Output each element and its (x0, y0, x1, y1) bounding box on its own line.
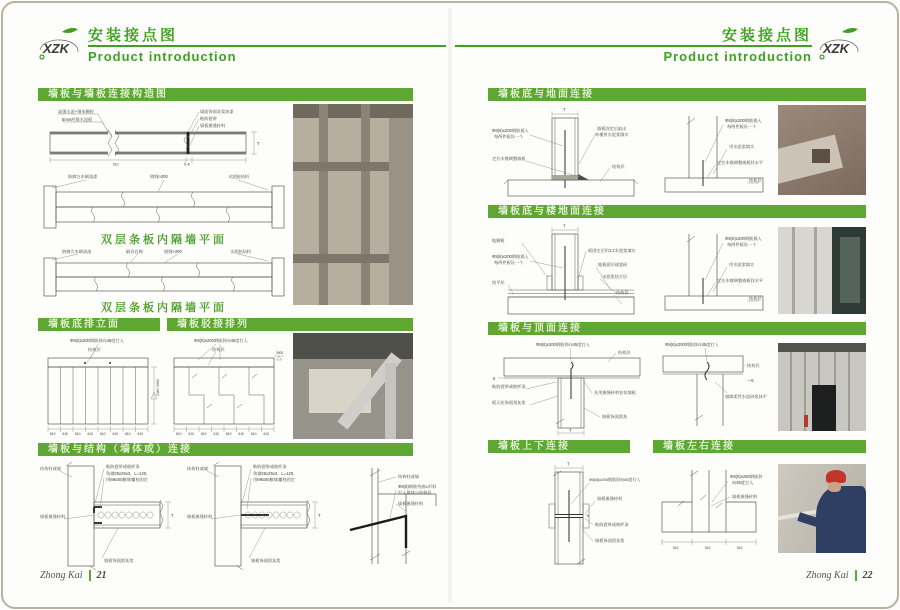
drawing-label: Φ8(6)x200钢筋斜向45度打入 (194, 338, 248, 343)
drawing-label: 木楔用水泥浆填实 (595, 132, 629, 137)
dim-label: 2440~3000 (156, 379, 160, 396)
drawing-label: 定位木楔调整墙板找水平 (717, 160, 764, 165)
drawing-label: 结构柱或墙 (398, 474, 419, 479)
caption-double-row-1: 双层条板内隔墙平面 (101, 234, 227, 246)
drawing-panel-joint-section (38, 104, 290, 168)
drawing-label: 墙板饰面刮灰浆 (595, 538, 625, 543)
drawing-label: 角钢25x25x3，L=120， (106, 471, 151, 476)
dim-label: 610 (705, 546, 711, 550)
xzk-logo-left (36, 26, 84, 64)
photo-right-panel (389, 118, 413, 305)
drawing-double-row-plan-2 (38, 246, 290, 298)
banner-bottom-row-elevation: 墙板底排立面 (38, 318, 160, 331)
dim-label: 610 (188, 432, 195, 436)
drawing-label: 高强水泥+聚苯颗粒 (58, 109, 94, 114)
drawing-label: 打入墙体与结构层 (398, 490, 432, 495)
dim-label: 610 (50, 432, 56, 436)
drawing-structure-connection-1 (38, 460, 180, 572)
photo-industrial-piping (293, 333, 413, 439)
dim-label: 610 (673, 546, 679, 550)
drawing-label: 每两件板设一个 (494, 260, 524, 265)
banner-panel-to-ground: 墙板底与地面连接 (488, 88, 866, 101)
drawing-label: 角钢25x25x3，L=120， (253, 471, 298, 476)
photo-panel-joints (792, 227, 795, 314)
drawing-label: 隔音岩棉 (126, 249, 143, 254)
drawing-label: Φ8(6)x200钢筋插入 (492, 254, 529, 259)
photo-opening-inner (840, 237, 860, 303)
footer-page-number: 22 (862, 570, 873, 581)
drawing-label: 结构层 (749, 178, 762, 183)
dim-label: 5 (493, 376, 496, 381)
drawing-label: 向45度打入 (732, 480, 754, 485)
drawing-ceiling-connection-2 (655, 338, 773, 434)
drawing-label: 粘防裂带 (200, 116, 217, 121)
footer-divider (89, 570, 91, 581)
drawing-label: 墙板饰面刮灰浆 (251, 558, 281, 563)
drawing-label: 错缝>200 (164, 249, 182, 254)
drawing-horizontal-joint (648, 460, 770, 570)
drawing-label: 墙板饰面刮灰浆 (104, 558, 134, 563)
drawing-label: 结构层 (212, 347, 225, 352)
photo-slab-edge (778, 135, 843, 186)
banner-panel-to-structure: 墙板与结构（墙体或）连接 (38, 443, 413, 456)
drawing-label: 墙板嵌缝材料 (40, 514, 66, 519)
drawing-ground-connection-1 (490, 104, 652, 200)
drawing-label: 每两件板设一个 (727, 124, 757, 129)
drawing-label: 5mm纤维水泥板 (62, 117, 93, 122)
drawing-label: 结构层 (747, 363, 760, 368)
drawing-label: Φ8(6)x200钢筋斜向45度打入 (70, 338, 124, 343)
dim-label: 610 (226, 432, 232, 436)
drawing-label: 结构柱或墙 (187, 466, 208, 471)
dim-label: 610 (137, 432, 144, 436)
drawing-floor-connection-2 (655, 222, 773, 318)
dim-label: T (257, 141, 260, 146)
drawing-label: Φ8(6)x250钢筋斜 (730, 474, 763, 479)
photo-red-extinguisher (804, 415, 808, 427)
dim-label: T (171, 513, 174, 518)
header-rule-right (455, 45, 812, 47)
banner-panel-to-floor: 墙板底与楼地面连接 (488, 205, 866, 218)
drawing-label: 找平层 (492, 280, 505, 285)
dim-label: —5 (747, 378, 754, 383)
drawing-label: 粘防裂带或玻纤条 (595, 522, 629, 527)
dim-label: T (567, 461, 570, 467)
center-fold (447, 8, 453, 602)
photo-panel-wall-doorway (778, 343, 866, 431)
drawing-label: 墙板嵌缝材料 (187, 514, 213, 519)
drawing-label: 墙板嵌缝材料 (200, 123, 226, 128)
dim-label: T (318, 513, 321, 518)
drawing-label: 墙板固定后取出 (597, 126, 627, 131)
dim-label: T (569, 428, 572, 433)
dim-label: 610 (113, 162, 119, 167)
drawing-label: 墙面饰面灰浆油漆 (200, 109, 234, 114)
drawing-label: 粘防裂带或玻纤条 (253, 464, 287, 469)
drawing-label: 结构层 (612, 164, 625, 169)
drawing-label: 板天花饰面刮灰浆 (492, 400, 526, 405)
photo-panel-edge-closeup (778, 105, 866, 195)
banner-panel-left-right: 墙板左右连接 (653, 440, 866, 453)
photo-worker-applying-mortar (778, 464, 866, 553)
page-subtitle-right: Product introduction (663, 49, 812, 64)
drawing-label: 每两件板设一个 (727, 242, 757, 247)
dim-label: 610 (213, 432, 220, 436)
dim-label: T (563, 107, 566, 112)
drawing-label: 粘防裂带或玻纤条 (106, 464, 140, 469)
footer-divider (855, 570, 857, 581)
dim-label: 610 (176, 432, 182, 436)
drawing-label: 墙板嵌缝材料 (398, 501, 424, 506)
drawing-label: 结构层 (618, 350, 631, 355)
photo-worker-face (828, 482, 841, 492)
footer-right (806, 570, 873, 581)
footer-page-number: 21 (96, 570, 107, 581)
dim-label: 610 (75, 432, 81, 436)
dim-label: 610 (62, 432, 69, 436)
drawing-label: 防腐方木刷油漆 (68, 174, 98, 179)
drawing-floor-connection-1 (490, 222, 652, 318)
banner-panel-to-ceiling: 墙板与顶面连接 (488, 322, 866, 335)
dim-label: 610 (87, 432, 94, 436)
drawing-label: 水泥胶结料 (230, 249, 251, 254)
dim-label: 610 (238, 432, 245, 436)
drawing-label: 防腐方木刷油漆 (62, 249, 92, 254)
drawing-label: 水泥胶结料 (228, 174, 249, 179)
drawing-double-row-plan-1 (38, 170, 290, 230)
drawing-label: 结构层 (749, 296, 762, 301)
drawing-label: 墙板饰面刮灰 (602, 414, 628, 419)
banner-splice-arrangement: 墙板驳接排列 (167, 318, 413, 331)
drawing-label: 结构柱或墙 (40, 466, 61, 471)
drawing-label: 板固定后用1:2水泥浆填实 (588, 248, 636, 253)
drawing-bottom-row-elevation (42, 334, 164, 438)
drawing-label: Φ8(6)x200钢筋插入 (492, 128, 529, 133)
page-title-left: 安装接点图 (88, 27, 179, 44)
drawing-label: Φ8(6)x200钢筋斜向45度打入 (665, 342, 719, 347)
dim-label: 610 (112, 432, 119, 436)
dim-label: 3500 (276, 351, 284, 355)
drawing-label: 用M6x50膨胀螺栓固定 (106, 477, 148, 482)
footer-brand: Zhong Kai (806, 570, 849, 581)
photo-panel-wall-corner (778, 227, 866, 314)
drawing-label: 定位木楔调整墙板找水平 (717, 278, 764, 283)
drawing-label: 先用嵌缝材料安装墙板 (594, 390, 636, 395)
banner-panel-top-bottom: 墙板上下连接 (488, 440, 630, 453)
photo-shadow-area (293, 104, 413, 118)
drawing-label: Φ8(6)钢筋弯曲L形斜 (398, 484, 437, 489)
photo-roof-line (778, 343, 866, 352)
drawing-lbar-detail (332, 460, 444, 572)
drawing-label: 用水泥浆填实 (729, 262, 755, 267)
photo-pipe-vertical (385, 363, 396, 439)
drawing-label: 定位木楔调整墙板 (492, 156, 526, 161)
drawing-label: 用M6x50膨胀螺栓固定 (253, 477, 295, 482)
drawing-label: Φ8(6)x250钢筋斜向45度打入 (589, 477, 641, 482)
drawing-label: 墙板嵌缝材料 (597, 496, 623, 501)
drawing-label: 地板面层或瓷砖 (598, 262, 628, 267)
logo-text: XZK (823, 41, 849, 56)
photo-panel-joints (790, 352, 792, 431)
banner-panel-to-panel: 墙板与墙板连接构造图 (38, 88, 413, 101)
drawing-label: 结构层 (616, 290, 629, 295)
drawing-label: 墙板嵌缝材料 (732, 494, 758, 499)
header-rule-left (88, 45, 446, 47)
dim-label: 610 (263, 432, 270, 436)
logo-text: XZK (43, 41, 69, 56)
photo-doorway (812, 385, 836, 431)
drawing-label: Φ8(6)x200钢筋插入 (725, 236, 762, 241)
photo-broken-corner (812, 149, 830, 163)
dim-label: ~5 (585, 514, 589, 518)
drawing-label: 墙隙柔性水泥砂浆抹平 (725, 394, 767, 399)
photo-wall-panel-installation (293, 104, 413, 305)
drawing-label: 粘防裂带或玻纤条 (492, 384, 526, 389)
dim-label: 610 (100, 432, 106, 436)
drawing-splice-arrangement (168, 334, 290, 438)
caption-double-row-2: 双层条板内隔墙平面 (101, 302, 227, 314)
drawing-label: 错缝>200 (150, 174, 168, 179)
drawing-ground-connection-2 (655, 104, 773, 200)
drawing-label: 每两件板设一个 (494, 134, 524, 139)
drawing-structure-connection-2 (185, 460, 327, 572)
dim-label: T (563, 223, 566, 229)
page-subtitle-left: Product introduction (88, 49, 237, 64)
drawing-label: 结构层 (88, 347, 101, 352)
drawing-ceiling-connection-1 (490, 338, 652, 436)
xzk-logo-right (816, 26, 864, 64)
dim-label: 5~8 (184, 162, 190, 167)
drawing-label: 用水泥浆填实 (729, 144, 755, 149)
dim-label: 610 (251, 432, 257, 436)
dim-label: 610 (125, 432, 131, 436)
photo-steel-studs (319, 104, 328, 305)
drawing-label: 地脚板 (492, 238, 505, 243)
drawing-vertical-joint (515, 460, 647, 570)
drawing-label: Φ8(6)x200钢筋插入 (725, 118, 762, 123)
dim-label: 610 (737, 546, 743, 550)
drawing-label: 水泥浆结合层 (602, 274, 628, 279)
footer-brand: Zhong Kai (40, 570, 83, 581)
footer-left (40, 570, 107, 581)
drawing-label: Φ8(6)x200钢筋斜向45度打入 (536, 342, 590, 347)
page-title-right: 安装接点图 (721, 27, 812, 44)
dim-label: 610 (201, 432, 207, 436)
